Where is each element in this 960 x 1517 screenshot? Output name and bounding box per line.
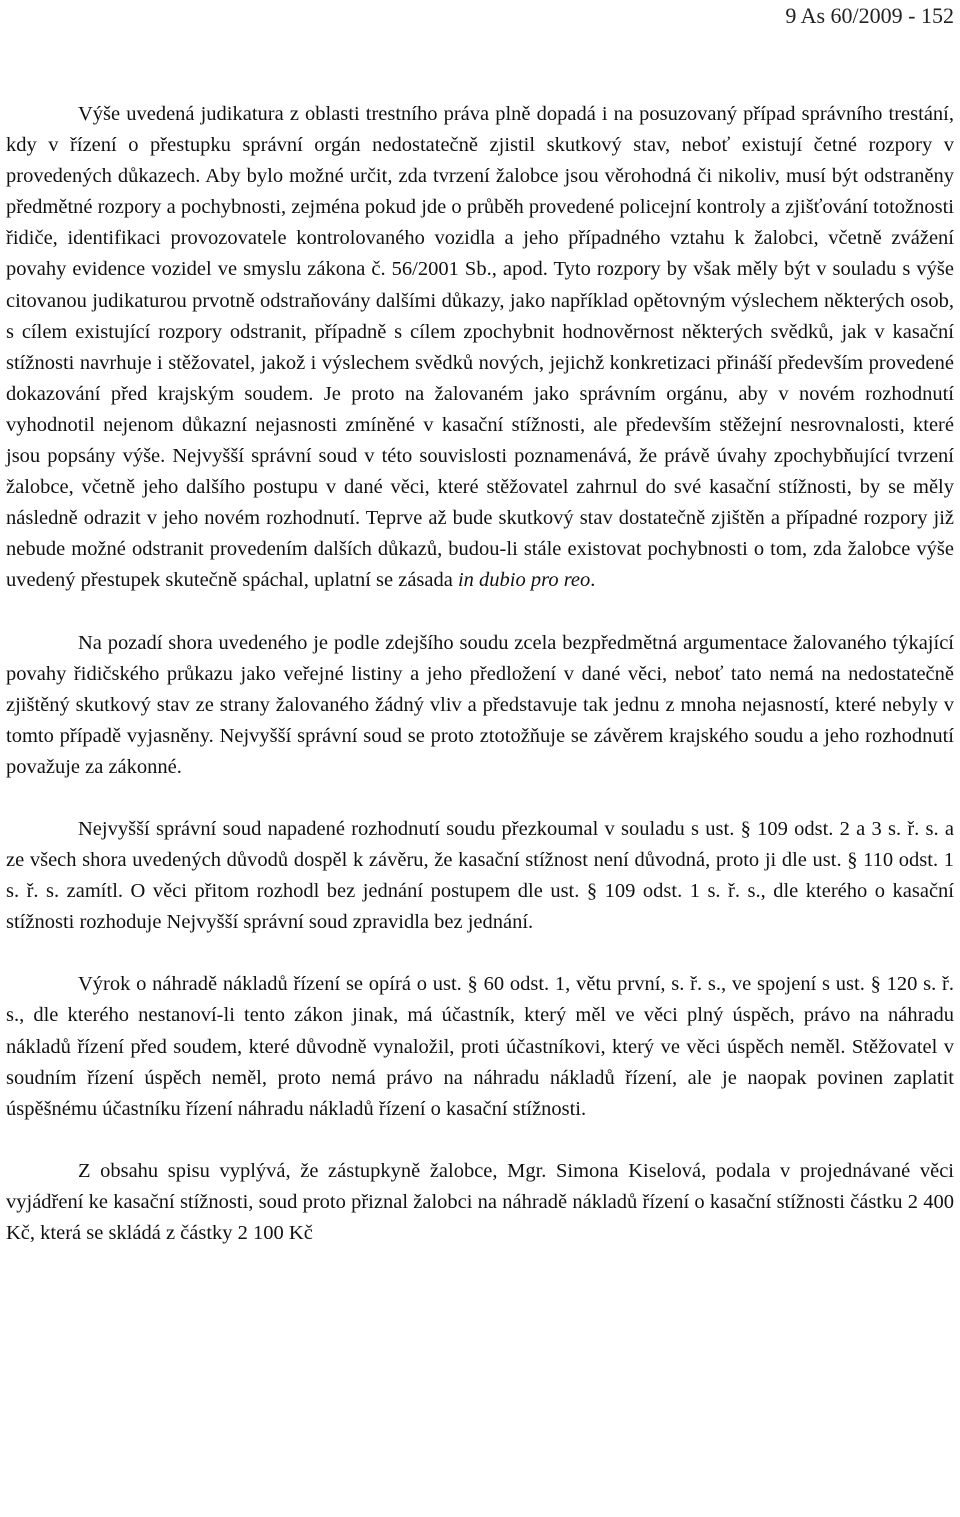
paragraph-argumentace: Na pozadí shora uvedeného je podle zdejšího soudu zcela bezpředmětná argumentace žalovaného týkající povahy řidičského průkazu jako veřejné listiny a jeho předložení v dané věci, neboť tato nemá na nedostatečně zjištěný skutkový stav ze strany žalovaného žádný vliv a představuje tak jednu z mnoha nejasností, které nebyly v tomto případě vyjasněny. Nejvyšší správní soud se proto ztotožňuje se závěrem krajského soudu a jeho rozhodnutí považuje za zákonné. [6,631,954,778]
latin-maxim: in dubio pro reo [457,569,591,592]
paragraph-zastupkyne: Z obsahu spisu vyplývá, že zástupkyně žalobce, Mgr. Simona Kiselová, podala v projednávané věci vyjádření ke kasační stížnosti, soud proto přiznal žalobci na náhradě nákladů řízení o kasační stížnosti částku 2 400 Kč, která se skládá z částky 2 100 Kč [6,1159,954,1244]
paragraph-text-end: . [590,569,596,592]
page-reference: 9 As 60/2009 - 152 [785,3,954,28]
paragraph-text: Výše uvedená judikatura z oblasti trestního práva plně dopadá i na posuzovaný případ správního trestání, kdy v řízení o přestupku správní orgán nedostatečně zjistil skutkový stav, neboť existují četné rozpory v provedených důkazech. Aby bylo možné určit, zda tvrzení žalobce jsou věrohodná či nikoliv, musí být odstraněny předmětné rozpory a pochybnosti, zejména pokud jde o průběh provedené policejní kontroly a zjišťování totožnosti řidiče, identifikaci provozovatele kontrolovaného vozidla a jeho případného vztahu k žalobci, včetně zvážení povahy evidence vozidel ve smyslu zákona č. 56/2001 Sb., apod. Tyto rozpory by však měly být v souladu s výše citovanou judikaturou prvotně odstraňovány dalšími důkazy, jako například opětovným výslechem některých osob, s cílem existující rozpory odstranit, případně s cílem zpochybnit hodnověrnost některých svědků, jak v kasační stížnosti navrhuje i stěžovatel, jakož i výslechem svědků nových, jejichž konkretizaci přináší především provedené dokazování před krajským soudem. Je proto na žalovaném jako správním orgánu, aby v novém rozhodnutí vyhodnotil nejenom důkazní nejasnosti zmíněné v kasační stížnosti, ale především stěžejní nesrovnalosti, které jsou popsány výše. Nejvyšší správní soud v této souvislosti poznamenává, že právě úvahy zpochybňující tvrzení žalobce, včetně jeho dalšího postupu v dané věci, které stěžovatel zahrnul do své kasační stížnosti, by se měly následně odrazit v jeho novém rozhodnutí. Teprve až bude skutkový stav dostatečně zjištěn a případné rozpory již nebude možné odstranit provedením dalších důkazů, budou-li stále existovat pochybnosti o tom, zda žalobce výše uvedený přestupek skutečně spáchal, uplatní se zásada [6,103,954,592]
paragraph-prezkum: Nejvyšší správní soud napadené rozhodnutí soudu přezkoumal v souladu s ust. § 109 odst. 2 a 3 s. ř. s. a ze všech shora uvedených důvodů dospěl k závěru, že kasační stížnost není důvodná, proto ji dle ust. § 110 odst. 1 s. ř. s. zamítl. O věci přitom rozhodl bez jednání postupem dle ust. § 109 odst. 1 s. ř. s., dle kterého o kasační stížnosti rozhoduje Nejvyšší správní soud zpravidla bez jednání. [6,817,954,934]
paragraph-naklady: Výrok o náhradě nákladů řízení se opírá o ust. § 60 odst. 1, větu první, s. ř. s., ve spojení s ust. § 120 s. ř. s., dle kterého nestanoví-li tento zákon jinak, má účastník, který měl ve věci plný úspěch, právo na náhradu nákladů řízení před soudem, které důvodně vynaložil, proti účastníkovi, který ve věci úspěch neměl. Stěžovatel v soudním řízení úspěch neměl, proto nemá právo na náhradu nákladů řízení, ale je naopak povinen zaplatit úspěšnému účastníku řízení náhradu nákladů řízení o kasační stížnosti. [6,973,954,1120]
document-body [6,99,954,1249]
paragraph-judikatura [6,99,954,597]
